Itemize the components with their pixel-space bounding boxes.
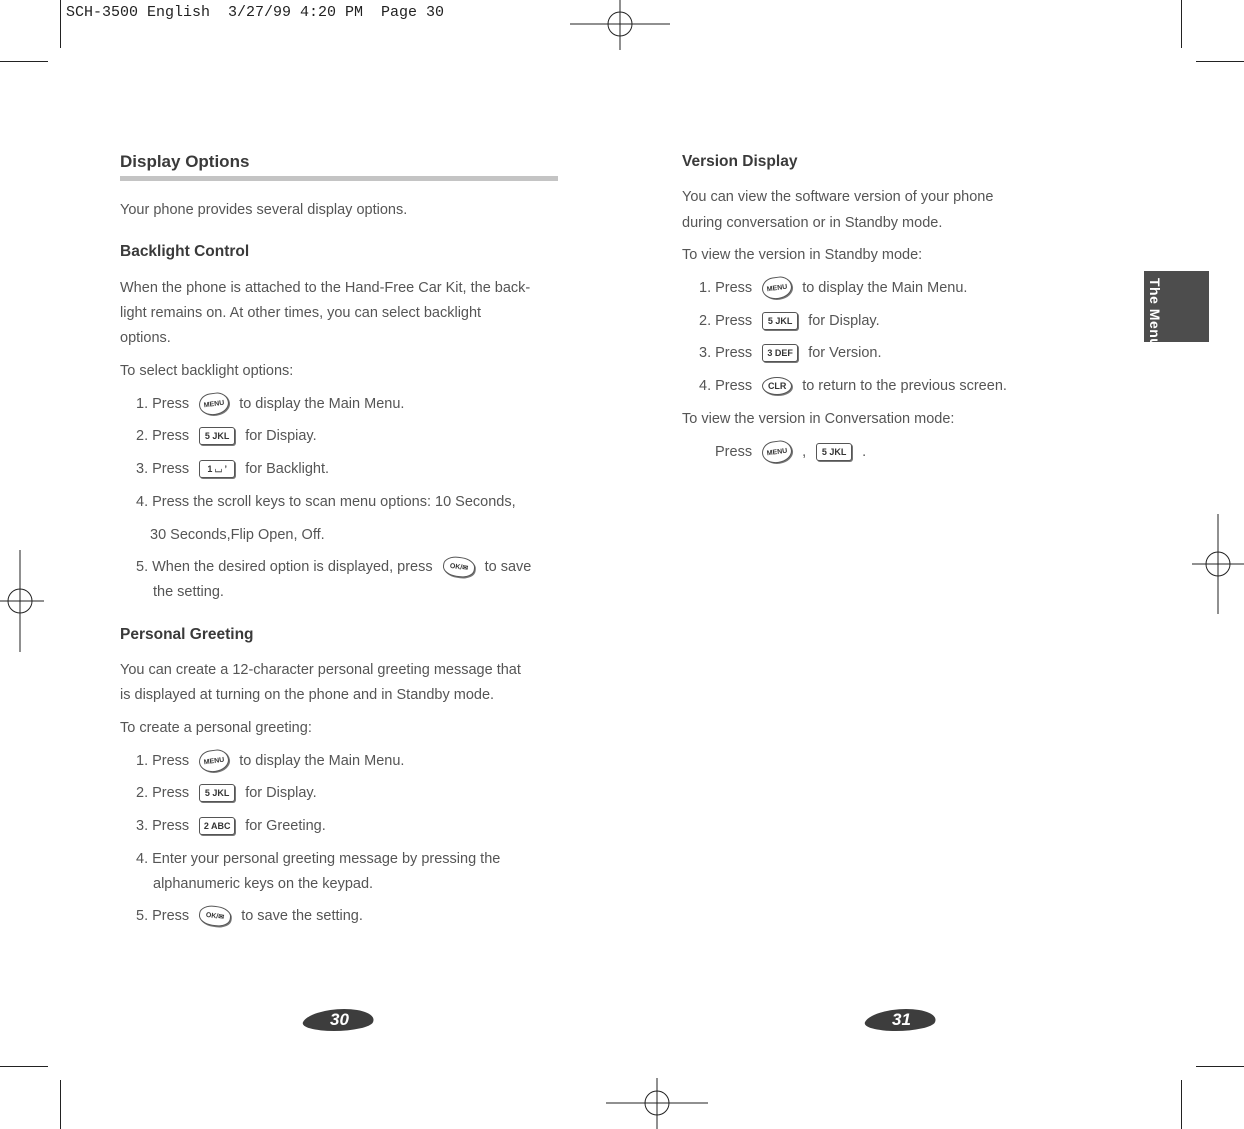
key-5-icon: 5 JKL [816,443,852,461]
version-para-line: during conversation or in Standby mode. [682,215,943,231]
heading-version-display: Version Display [682,153,798,170]
menu-key-icon: MENU [198,748,231,774]
backlight-step-5: 5. When the desired option is displayed, press OK/✉ to save [136,557,531,577]
clr-key-icon: CLR [762,377,792,395]
menu-key-icon: MENU [761,275,794,301]
backlight-para-line: light remains on. At other times, you can select backlight [120,305,482,321]
backlight-step-4: 4. Press the scroll keys to scan menu options: 10 Seconds, [136,494,516,510]
backlight-step-4-cont: 30 Seconds,Flip Open, Off. [150,527,325,543]
version-para-line: You can view the software version of your phone [682,189,994,205]
page-number-right: 31 [861,1009,941,1031]
backlight-step-3: 3. Press 1 ⌴ ’ for Backlight. [136,461,330,477]
menu-key-icon: MENU [761,439,794,465]
version-conversation-step: Press MENU , 5 JKL . [715,441,866,463]
registration-mark-bottom [606,1078,708,1129]
version-step-4: 4. Press CLR to return to the previous screen. [699,378,1007,394]
backlight-step-5-cont: the setting. [153,584,224,600]
registration-mark-right [1192,514,1244,614]
key-1-icon: 1 ⌴ ’ [199,460,235,478]
key-5-icon: 5 JKL [762,312,798,330]
greeting-step-1: 1. Press MENU to display the Main Menu. [136,750,404,772]
intro-text: Your phone provides several display options. [120,202,408,218]
greeting-para-line: is displayed at turning on the phone and in Standby mode. [120,687,495,703]
ok-key-icon: OK/✉ [198,904,232,928]
greeting-step-4: 4. Enter your personal greeting message by pressing the [136,851,501,867]
page-number-left: 30 [299,1009,379,1031]
version-step-3: 3. Press 3 DEF for Version. [699,345,882,361]
key-2-icon: 2 ABC [199,817,235,835]
page-title-display-options: Display Options [120,152,250,171]
version-lead-conversation: To view the version in Conversation mode: [682,411,955,427]
ok-key-icon: OK/✉ [441,555,475,579]
section-tab-label: The Menu [1147,278,1163,348]
heading-backlight-control: Backlight Control [120,243,250,260]
greeting-step-3: 3. Press 2 ABC for Greeting. [136,818,326,834]
greeting-step-4-cont: alphanumeric keys on the keypad. [153,876,374,892]
backlight-para-line: When the phone is attached to the Hand-Free Car Kit, the back- [120,280,531,296]
greeting-step-5: 5. Press OK/✉ to save the setting. [136,906,363,926]
key-3-icon: 3 DEF [762,344,798,362]
backlight-lead: To select backlight options: [120,363,294,379]
greeting-para-line: You can create a 12-character personal greeting message that [120,662,521,678]
key-5-icon: 5 JKL [199,427,235,445]
key-5-icon: 5 JKL [199,784,235,802]
version-lead-standby: To view the version in Standby mode: [682,247,923,263]
greeting-lead: To create a personal greeting: [120,720,312,736]
greeting-step-2: 2. Press 5 JKL for Display. [136,785,317,801]
registration-mark-top [570,0,670,50]
backlight-step-1: 1. Press MENU to display the Main Menu. [136,393,404,415]
registration-mark-left [0,550,44,652]
menu-key-icon: MENU [198,391,231,417]
version-step-1: 1. Press MENU to display the Main Menu. [699,277,967,299]
title-rule [120,176,558,181]
version-step-2: 2. Press 5 JKL for Display. [699,313,880,329]
heading-personal-greeting: Personal Greeting [120,626,254,643]
print-slug: SCH-3500 English 3/27/99 4:20 PM Page 30 [66,4,445,21]
backlight-step-2: 2. Press 5 JKL for Dispiay. [136,428,317,444]
backlight-para-line: options. [120,330,171,346]
